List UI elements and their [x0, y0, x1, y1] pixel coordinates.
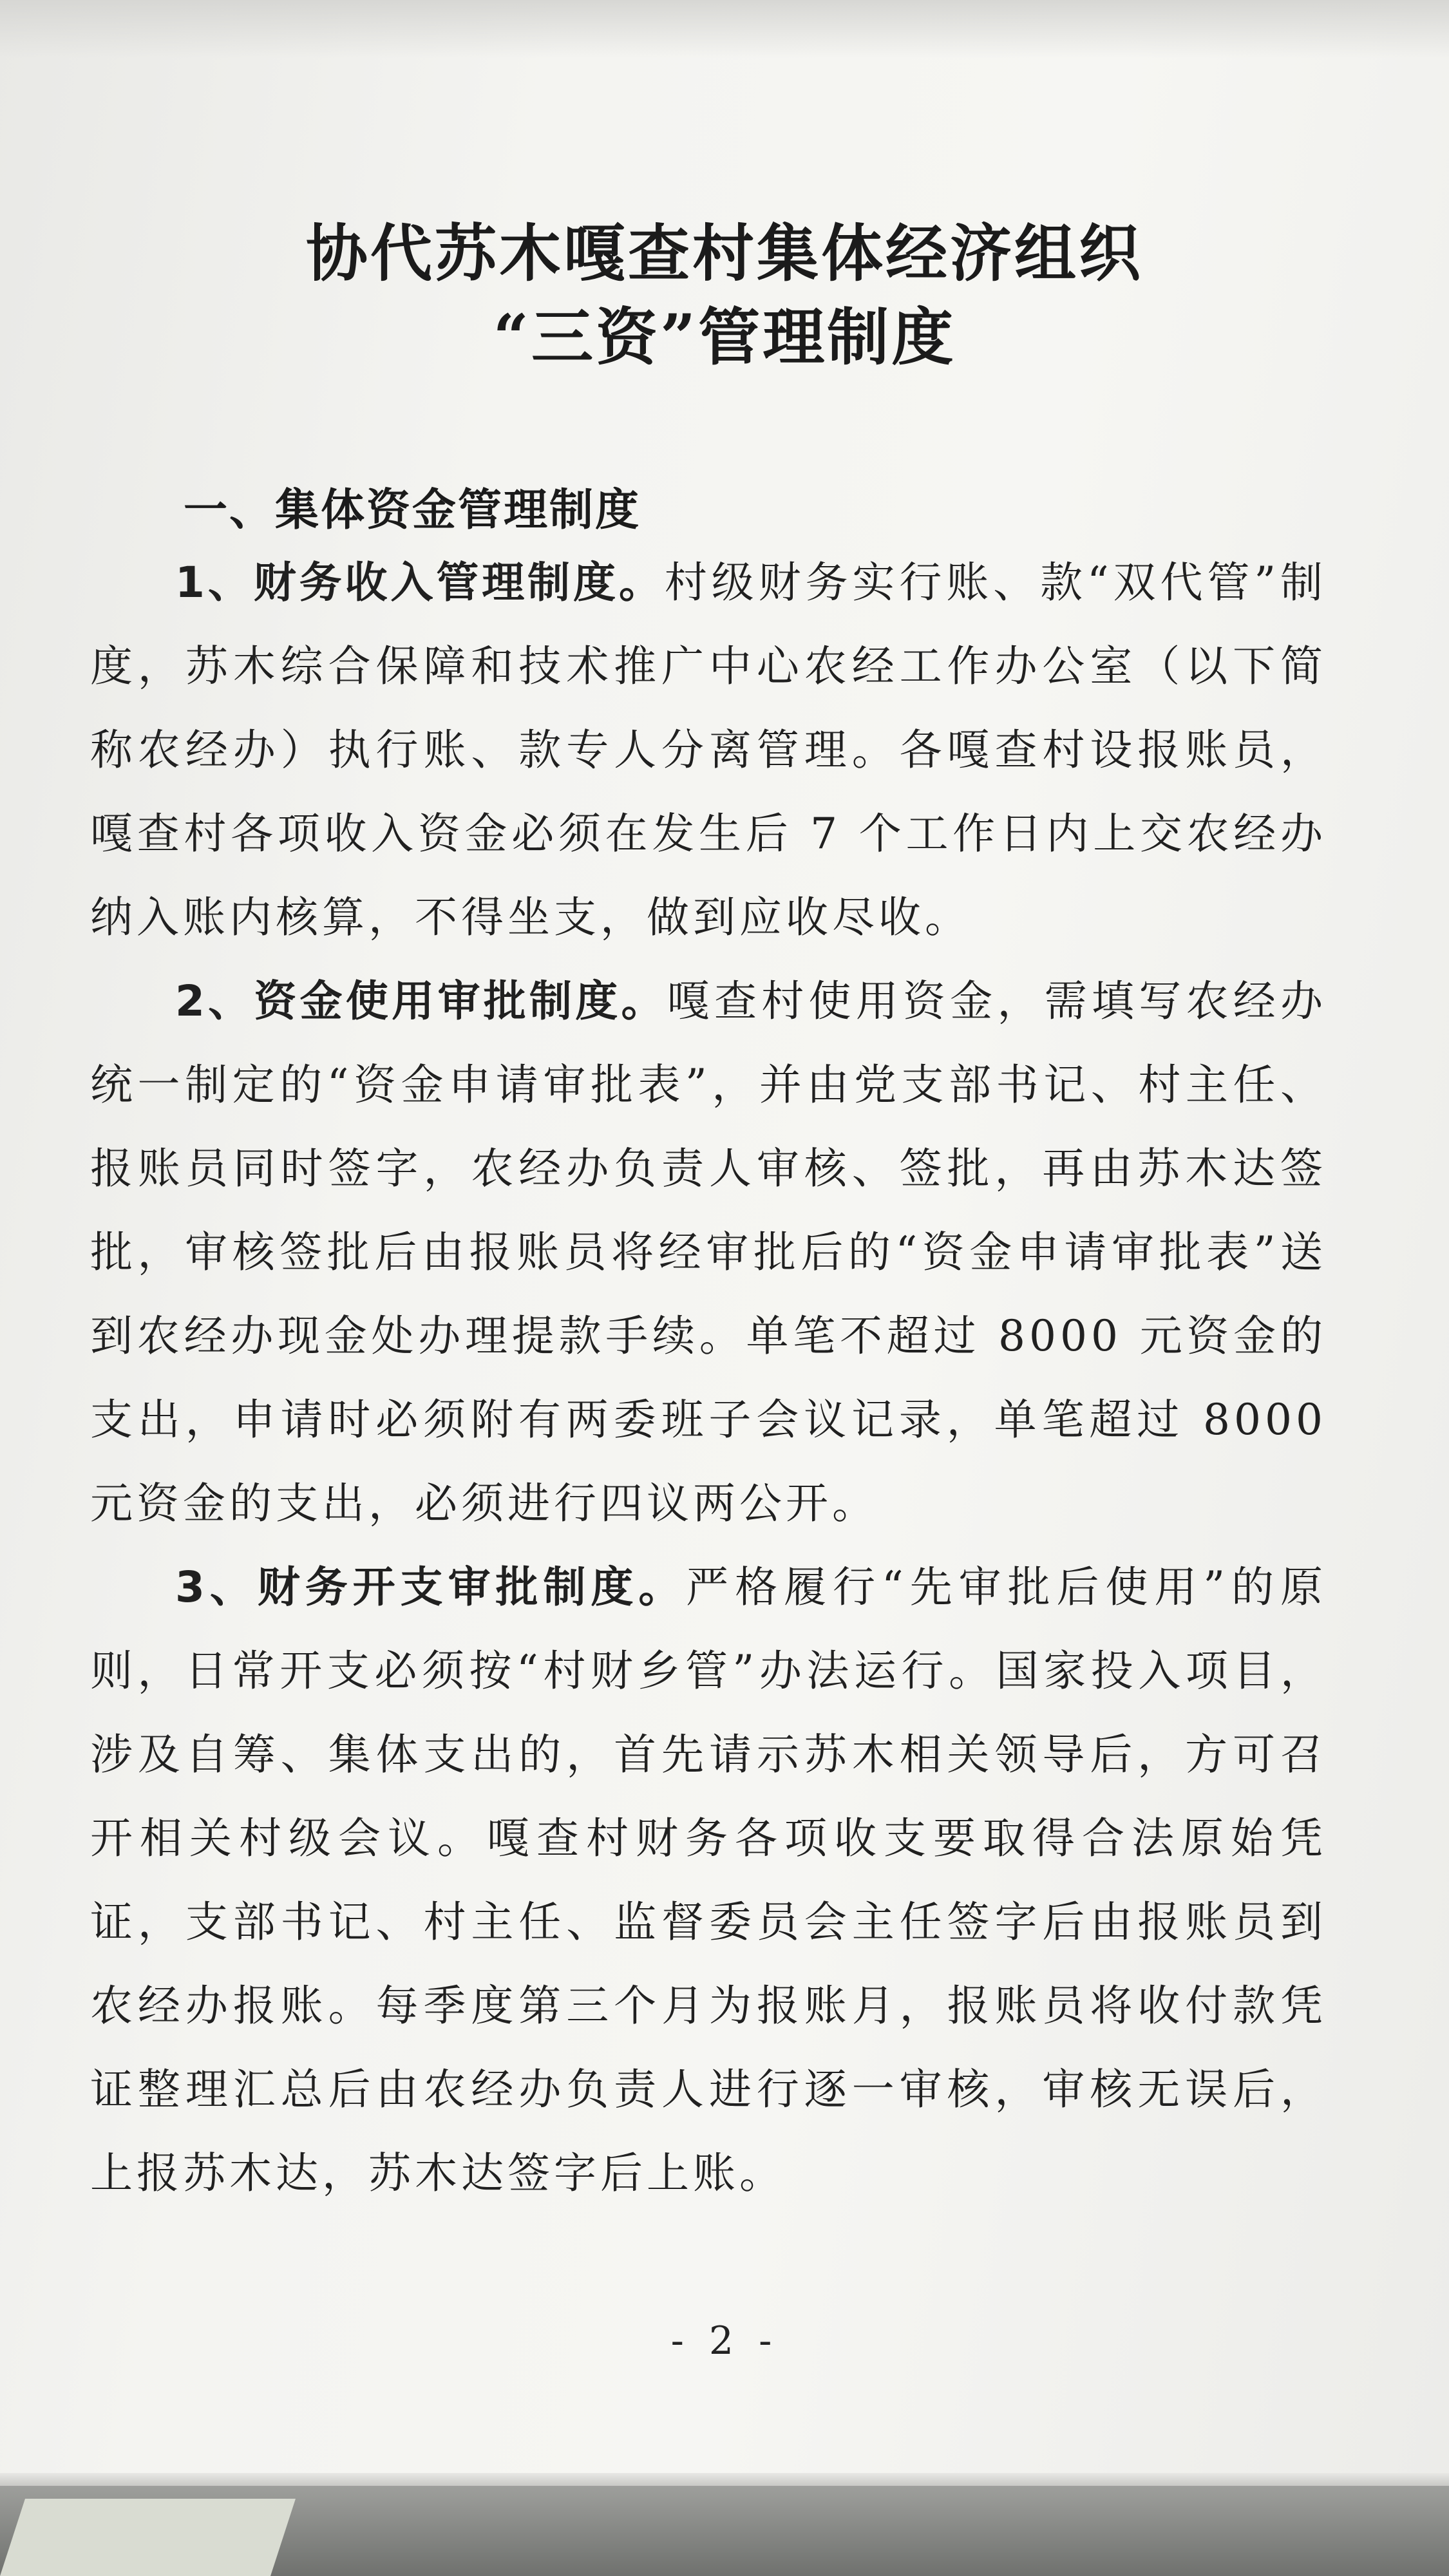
paragraph-lead: 2、资金使用审批制度。	[175, 976, 667, 1026]
page-bottom-edge	[0, 2473, 1449, 2486]
paragraph-body: 严格履行“先审批后使用”的原则，日常开支必须按“村财乡管”办法运行。国家投入项目，涉及自筹、集体支出的，首先请示苏木相关领导后，方可召开相关村级会议。嘎查村财务各项收支要取得合法原始凭证，支部书记、村主任、监督委员会主任签字后由报账员到农经办报账。每季度第三个月为报账月，报账员将收付款凭证整理汇总后由农经办负责人进行逐一审核，审核无误后，上报苏木达，苏木达签字后上账。	[90, 1562, 1327, 2198]
page-shadow	[0, 0, 1449, 58]
page-number: - 2 -	[670, 2318, 779, 2363]
section-heading: 一、集体资金管理制度	[184, 485, 641, 536]
paragraph-body: 嘎查村使用资金，需填写农经办统一制定的“资金申请审批表”，并由党支部书记、村主任、报账员同时签字，农经办负责人审核、签批，再由苏木达签批，审核签批后由报账员将经审批后的“资金申请审批表”送到农经办现金处办理提款手续。单笔不超过 8000 元资金的支出，申请时必须附有两委班子会议记录，单笔超过 8000 元资金的支出，必须进行四议两公开。	[90, 976, 1327, 1528]
paragraph-lead: 1、财务收入管理制度。	[175, 558, 665, 607]
paragraph-fund-approval	[90, 960, 1327, 1546]
paragraph-lead: 3、财务开支审批制度。	[175, 1562, 687, 1612]
document-title-line-2: “三资”管理制度	[493, 301, 956, 374]
paragraph-expense-approval	[90, 1546, 1327, 2215]
paragraph-income-management	[90, 541, 1327, 960]
paragraph-body: 村级财务实行账、款“双代管”制度，苏木综合保障和技术推广中心农经工作办公室（以下简称农经办）执行账、款专人分离管理。各嘎查村设报账员，嘎查村各项收入资金必须在发生后 7 个工作日内上交农经办纳入账内核算，不得坐支，做到应收尽收。	[90, 558, 1327, 942]
document-title-line-1: 协代苏木嘎查村集体经济组织	[306, 217, 1143, 290]
underlying-paper-corner	[0, 2499, 296, 2576]
